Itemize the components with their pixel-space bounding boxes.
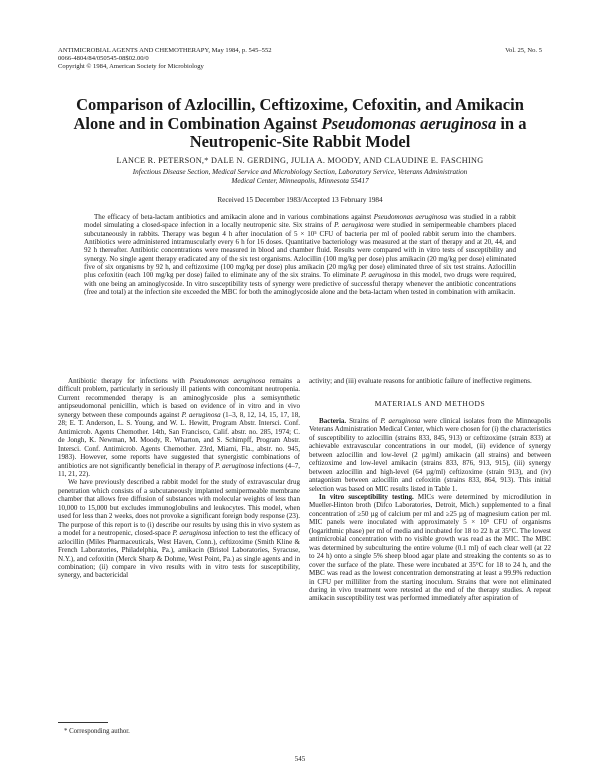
volume-label: Vol. 25, No. 5 (505, 47, 542, 54)
body-text: were clinical isolates from the Minneapolis Veterans Administration Medical Center, which were chosen for (i) the characteristics of susceptibility to azlocillin (strains 833, 845, 913) or ceftizoxime (strain 833) at achievable extravascular concentrations in our model, (ii) evidence of synergy between azlocillin and low-level (2 µg/ml) amikacin (all strains) and between ceftizoxime and low-level amikacin (strains 833, 876, 913, 915), (iii) synergy between azlocillin and high-level (64 µg/ml) ceftizoxime (strain 913), and (iv) antagonism between azlocillin and cefoxitin (strains 833, 864, 913). This initial selection was based on MIC results listed in Table 1. (309, 416, 551, 493)
organism-name: P. aeruginosa (172, 529, 212, 538)
journal-line: ANTIMICROBIAL AGENTS AND CHEMOTHERAPY, May 1984, p. 545–552 (58, 47, 272, 54)
affiliation (60, 168, 540, 186)
section-heading: MATERIALS AND METHODS (374, 399, 486, 409)
abstract-text: were studied in semipermeable chambers placed subcutaneously in rabbits. Therapy was begun 4 h after inoculation of 5 × 10⁵ CFU of bacteria per ml of pooled rabbit serum into the chambers. Antibiotics were administered intramuscularly every 6 h for 16 doses. Quantitative bacteriology was measured at the start of therapy and at 20, 44, and 92 h thereafter. Antibiotic concentrations were measured in blood and chamber fluid. Results were compared with in vitro tests of susceptibility and synergy. No single agent therapy eradicated any of the six test organisms. Azlocillin (100 mg/kg per dose) plus amikacin (20 mg/kg per dose) eliminated five of six organisms by 92 h, and ceftizoxime (100 mg/kg per dose) plus amikacin (20 mg/kg per dose) eliminated three of six test strains. Azlocillin plus cefoxitin (each 100 mg/kg per dose) failed to eliminate any of the six strains. To eliminate (84, 221, 516, 280)
paragraph-heading: Bacteria. (319, 416, 347, 425)
body-text: infection to test the efficacy of azlocillin (Miles Pharmaceuticals, West Haven, Conn.), ceftizoxime (Smith Kline & French Laboratories, Philadelphia, Pa.), amikacin (Bristol Laboratories, Syracuse, N.Y.), and cefoxitin (Merck Sharp & Dohme, West Point, Pa.) as single agents and in combination; (ii) compare in vivo results with in vitro tests for susceptibility, synergy, and bactericidal (58, 529, 300, 580)
body-text: remains a difficult problem, particularly in seriously ill patients with concomitant neutropenia. Current recommended therapy is an aminoglycoside plus a semisynthetic antipseudomonal penicillin, which is based on evidence of in vitro and in vivo synergy between these compounds against (58, 377, 300, 419)
body-text: We have previously described a rabbit model for the study of extravascular drug penetration which consists of a subcutaneously implanted semipermeable membrane chamber that allows free diffusion of substances with molecular weights of less than 10,000 to 15,000 but excludes immunoglobulins and leukocytes. This model, when used for less than 2 weeks, does not provoke a significant foreign body response (23). The purpose of this report is to (i) describe our results by using this in vivo system as a model for a neutropenic, closed-space (58, 478, 300, 538)
journal-header (58, 47, 272, 71)
footnote-rule (58, 722, 108, 723)
title-organism: Pseudomonas aeruginosa (321, 113, 497, 133)
intro-paragraph (58, 377, 300, 478)
title-line-3: Neutropenic-Site Rabbit Model (189, 132, 411, 151)
title-line-2 (40, 115, 560, 134)
footnote: * Corresponding author. (64, 728, 130, 735)
code-line: 0066-4804/84/050545-08$02.00/0 (58, 55, 149, 62)
abstract (84, 213, 516, 296)
author-list: LANCE R. PETERSON,* DALE N. GERDING, JULIA A. MOODY, AND CLAUDINE E. FASCHING (116, 156, 484, 165)
left-column (58, 377, 300, 580)
organism-name: Pseudomonas aeruginosa (189, 377, 266, 385)
abstract-organism: P. aeruginosa (334, 221, 374, 230)
organism-name: P. aeruginosa (215, 461, 254, 470)
intro-paragraph (58, 478, 300, 579)
abstract-text: The efficacy of beta-lactam antibiotics and amikacin alone and in various combinations against (94, 213, 374, 221)
intro-continuation: activity; and (iii) evaluate reasons for antibiotic failure of ineffective regimens. (309, 377, 532, 385)
affiliation-line: Infectious Disease Section, Medical Service and Microbiology Section, Laboratory Service, Veterans Administration (132, 168, 468, 176)
body-text: (1–3, 8, 12, 14, 15, 17, 18, 28; E. T. Anderson, L. S. Young, and W. L. Hewitt, Program Abstr. Intersci. Conf. Antimicrob. Agents Chemother. 14th, San Francisco, Calif. abstr. no. 285, 1974; C. de Jongh, K. Newman, M. Moody, R. Wharton, and S. Schimpff, Program Abstr. Intersci. Conf. Antimicrob. Agents Chemother. 23rd, Miami, Fla., abstr. no. 945, 1983). However, some reports have suggested that synergistic combinations of antibiotics are not significantly beneficial in therapy of (58, 410, 300, 470)
title-line-1: Comparison of Azlocillin, Ceftizoxime, Cefoxitin, and Amikacin (76, 95, 524, 114)
body-text: MICs were determined by microdilution in Mueller-Hinton broth (Difco Laboratories, Detroit, Mich.) supplemented to a final concentration of ≥50 µg of calcium per ml and ≥25 µg of magnesium cation per ml. MIC panels were inoculated with approximately 5 × 10⁵ CFU of organisms (logarithmic phase) per ml of media and incubated for 18 to 22 h at 35°C. The lowest antimicrobial concentration with no visible growth was read as the MIC. The MBC was determined by subculturing the entire volume (0.1 ml) of each clear well (at 22 to 24 h) onto a single 5% sheep blood agar plate and streaking the contents so as to cover the surface of the plate. These were incubated at 35°C for 18 to 24 h, and the MBC was read as the lowest concentration demonstrating at least a 99.9% reduction in CFU per milliliter from the starting inoculum. Strains that were not eliminated during in vivo treatment were retested at the end of the therapy studies. A repeat amikacin susceptibility test was performed immediately after aspiration of (309, 492, 551, 603)
abstract-text: was studied in a rabbit model simulating a closed-space infection in a locally neutropenic site. Six strains of (84, 213, 517, 230)
bacteria-paragraph (309, 417, 551, 493)
abstract-text: in this model, two drugs were required, with one being an aminoglycoside. In vitro susceptibility tests of synergy were predictive of successful therapy whenever the antibiotic concentrations (free and total) at the infection site exceeded the MBC for both the aminoglycoside alone and the beta-lactam when tested in combination with amikacin. (84, 271, 517, 297)
organism-name: P. aeruginosa (380, 416, 421, 425)
right-column (309, 377, 551, 603)
affiliation-line: Medical Center, Minneapolis, Minnesota 55417 (231, 177, 369, 185)
article-title (40, 96, 560, 152)
abstract-organism: P. aeruginosa (361, 271, 401, 280)
title-text: Alone and in Combination Against (73, 113, 322, 133)
page-number: 545 (294, 755, 306, 763)
abstract-organism: Pseudomonas aeruginosa (373, 213, 448, 221)
received-dates: Received 15 December 1983/Accepted 13 February 1984 (217, 196, 383, 204)
organism-name: P. aeruginosa (181, 410, 221, 419)
susceptibility-paragraph (309, 493, 551, 603)
body-text: infections (4–7, 11, 21, 22). (58, 461, 300, 478)
title-text: in a (496, 113, 527, 133)
body-text: Antibiotic therapy for infections with (68, 377, 190, 385)
body-text: Strains of (346, 416, 381, 425)
copyright-line: Copyright © 1984, American Society for Microbiology (58, 63, 204, 70)
paragraph-heading: In vitro susceptibility testing. (319, 492, 414, 501)
